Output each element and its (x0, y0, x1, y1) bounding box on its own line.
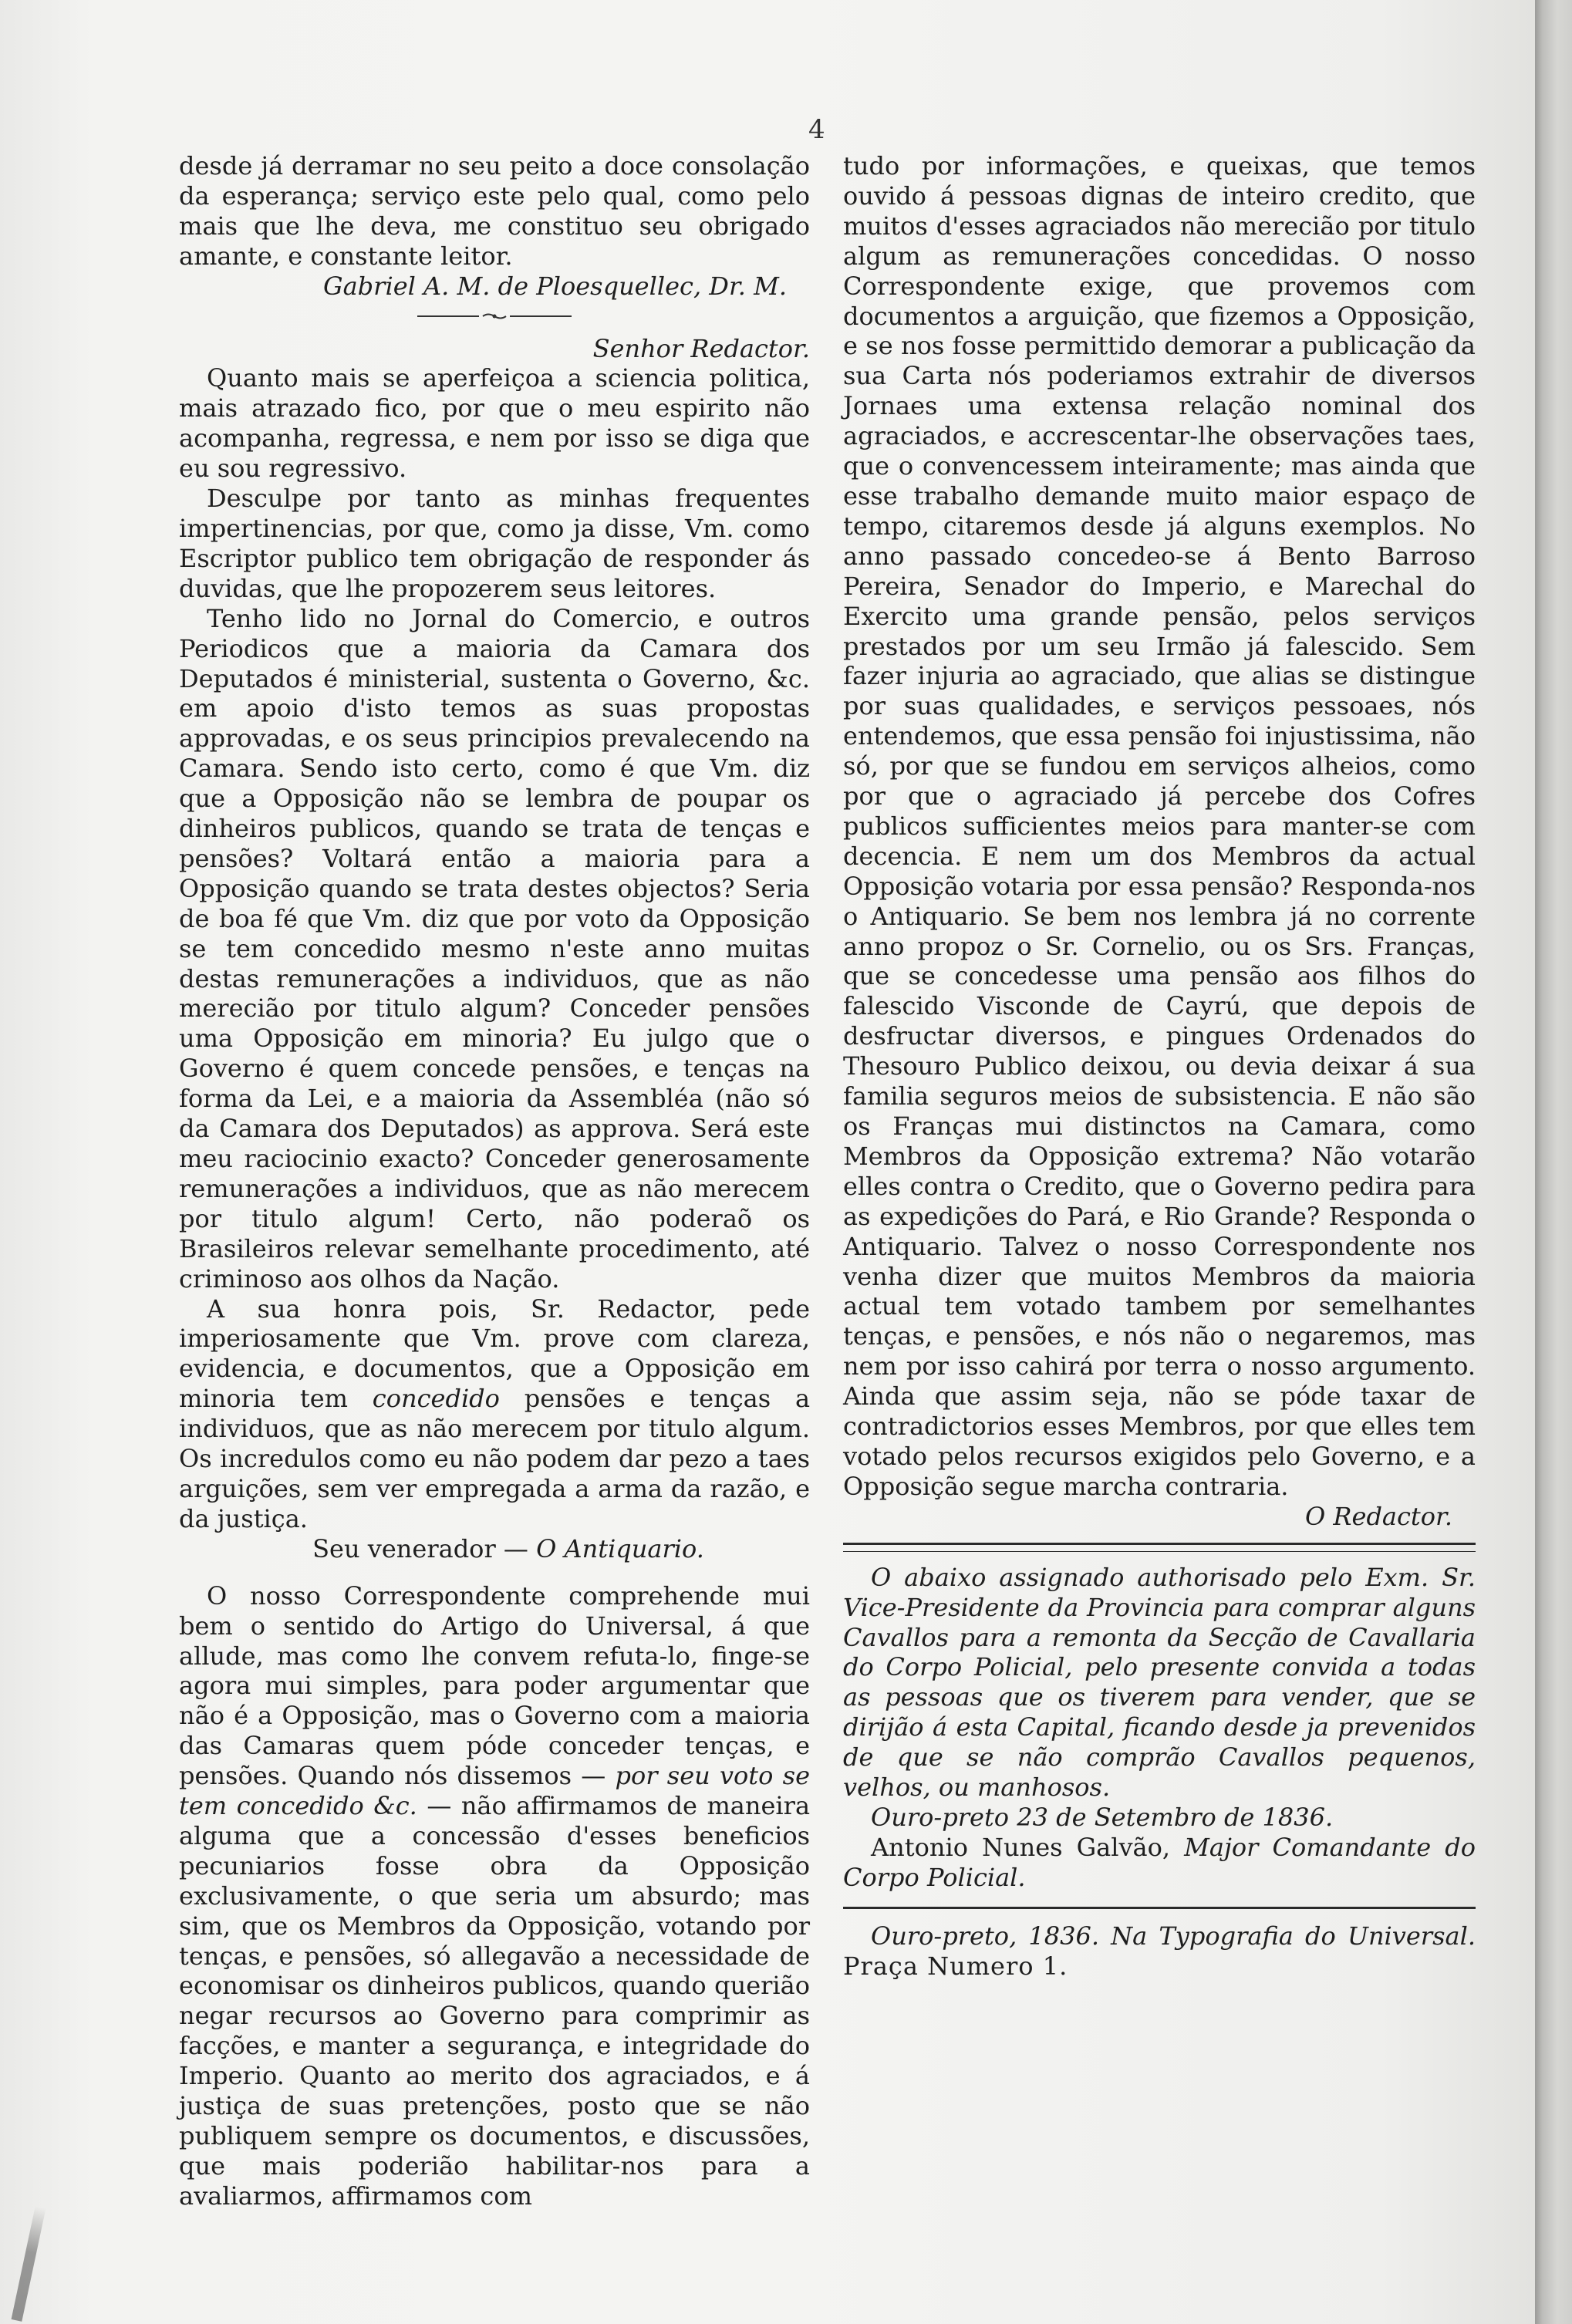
letter-paragraph-1: Quanto mais se aperfeiçoa a sciencia politica, mais atrazado fico, por que o meu espirito não acompanha, regressa, e nem por isso se diga que eu sou regressivo. (179, 363, 810, 484)
letter-p4-text-b: pensões e tenças a individuos, que as não merecem por titulo algum. Os incredulos como eu não podem dar pezo a taes arguições, sem ver empregada a arma da razão, e da justiça. (179, 1384, 811, 1533)
notice-signer-title: Major Comandante do Corpo Policial. (843, 1832, 1476, 1892)
reply-signature: O Redactor. (1305, 1501, 1452, 1531)
page-number: 4 (808, 114, 825, 145)
letter-signoff-name: O Antiquario. (536, 1533, 704, 1563)
colophon (843, 1921, 1476, 1982)
notice-date: Ouro-preto 23 de Setembro de 1836. (871, 1802, 1334, 1832)
margin-ink-mark (12, 2206, 46, 2322)
notice-signer-name: Antonio Nunes Galvão, (871, 1832, 1171, 1862)
footer-divider (843, 1907, 1476, 1909)
colophon-text: Ouro-preto, 1836. Na Typografia do Universal. (871, 1921, 1476, 1951)
section-divider (843, 1543, 1476, 1552)
intro-signature: Gabriel A. M. de Ploesquellec, Dr. M. (323, 271, 787, 301)
left-column (179, 151, 810, 2211)
page-edge-shadow (1535, 0, 1572, 2324)
letter-signoff (179, 1534, 810, 1564)
notice-signer (843, 1833, 1476, 1893)
reply-continued: tudo por informações, e queixas, que temos ouvido á pessoas dignas de inteiro credito, que muitos d'esses agraciados não merecião por titulo algum as remunerações concedidas. O nosso Correspondente exige, que provemos com documentos a arguição, que fizemos a Opposição, e se nos fosse permittido demorar a publicação da sua Carta nós poderiamos extrahir de diversos Jornaes uma extensa relação nominal dos agraciados, e accrescentar-lhe observações taes, que o convencessem inteiramente; mas ainda que esse trabalho demande muito maior espaço de tempo, citaremos desde já alguns exemplos. No anno passado concedeo-se á Bento Barroso Pereira, Senador do Imperio, e Marechal do Exercito uma grande pensão, pelos serviços prestados por um seu Irmão já falescido. Sem fazer injuria ao agraciado, que alias se distingue por suas qualidades, e serviços pessoaes, nós entendemos, que essa pensão foi injustissima, não só, por que se fundou em serviços alheios, como por que o agraciado já percebe dos Cofres publicos sufficientes meios para manter-se com decencia. E nem um dos Membros da actual Opposição votaria por essa pensão? Responda-nos o Antiquario. Se bem nos lembra já no corrente anno propoz o Sr. Cornelio, ou os Srs. Franças, que se concedesse uma pensão aos filhos do falescido Visconde de Cayrú, que depois de desfructar diversos, e pingues Ordenados do Thesouro Publico deixou, ou devia deixar á sua familia seguros meios de subsistencia. E não são os Franças mui distinctos na Camara, como Membros da Opposição extrema? Não votarão elles contra o Credito, que o Governo pedira para as expedições do Pará, e Rio Grande? Responda o Antiquario. Talvez o nosso Correspondente nos venha dizer que muitos Membros da maioria actual tem votado tambem por semelhantes tenças, e pensões, e nós não o negaremos, mas nem por isso cahirá por terra o nosso argumento. Ainda que assim seja, não se póde taxar de contradictorios esses Membros, por que elles tem votado pelos recursos exigidos pelo Governo, e a Opposição segue marcha contraria. (843, 151, 1476, 1501)
reply-text-a: O nosso Correspondente comprehende mui bem o sentido do Artigo do Universal, á que allude, mas como lhe convem refuta-lo, finge-se agora mui simples, para poder argumentar que não é a Opposição, mas o Governo com a maioria das Camaras quem póde conceder tenças, e pensões. Quando nós dissemos — (179, 1580, 810, 1791)
notice-block (843, 1563, 1476, 1893)
ornament-divider-icon (417, 312, 572, 320)
letter-paragraph-2: Desculpe por tanto as minhas frequentes impertinencias, por que, como ja disse, Vm. como Escriptor publico tem obrigação de responder ás duvidas, que lhe propozerem seus leitores. (179, 484, 810, 603)
colophon-address: Praça Numero 1. (843, 1951, 1068, 1981)
letter-paragraph-3: Tenho lido no Jornal do Comercio, e outros Periodicos que a maioria da Camara dos Deputados é ministerial, sustenta o Governo, &c. em apoio d'isto temos as suas propostas approvadas, e os seus principios prevalecendo na Camara. Sendo isto certo, como é que Vm. diz que a Opposição não se lembra de poupar os dinheiros publicos, quando se trata de tenças e pensões? Voltará então a maioria para a Opposição quando se trata destes objectos? Seria de boa fé que Vm. diz que por voto da Opposição se tem concedido mesmo n'este anno muitas destas remunerações a individuos, que as não merecião por titulo algum? Conceder pensões uma Opposição em minoria? Eu julgo que o Governo é quem concede pensões, e tenças na forma da Lei, e a maioria da Assembléa (não só da Camara dos Deputados) as approva. Será este meu raciocinio exacto? Conceder generosamente remunerações a individuos, que as não merecem por titulo algum! Certo, não poderaõ os Brasileiros relevar semelhante procedimento, até criminoso aos olhos da Nação. (179, 603, 810, 1294)
reply-text-b: — não affirmamos de maneira alguma que a concessão d'esses beneficios pecuniarios fosse obra da Opposição exclusivamente, o que seria um absurdo; mas sim, que os Membros da Opposição, votando por tenças, e pensões, só allegavão a necessidade de economisar os dinheiros publicos, quando querião negar recursos ao Governo para comprimir as facções, e manter a segurança, e integridade do Imperio. Quanto ao merito dos agraciados, e á justiça de suas pretenções, posto que se não publiquem sempre os documentos, e discussões, que mais poderião habilitar-nos para a avaliarmos, affirmamos com (179, 1791, 811, 2211)
letter-p4-italic: concedido (372, 1384, 500, 1414)
letter-paragraph-4 (179, 1294, 810, 1534)
right-column (843, 151, 1476, 1981)
reply-paragraph (179, 1581, 810, 2211)
letter-signoff-text: Seu venerador — (312, 1533, 528, 1563)
reply-quote: por seu voto se tem concedido &c. (179, 1761, 811, 1821)
notice-text: O abaixo assignado authorisado pelo Exm. Sr. Vice-Presidente da Provincia para comprar alguns Cavallos para a remonta da Secção de Cavallaria do Corpo Policial, pelo presente convida a todas as pessoas que os tiverem para vender, que se dirijão á esta Capital, ficando desde ja prevenidos de que se não comprão Cavallos pequenos, velhos, ou manhosos. (843, 1562, 1476, 1803)
letter-salutation: Senhor Redactor. (592, 333, 810, 363)
intro-paragraph: desde já derramar no seu peito a doce consolação da esperança; serviço este pelo qual, como pelo mais que lhe deva, me constituo seu obrigado amante, e constante leitor. (179, 151, 810, 271)
letter-p4-text-a: A sua honra pois, Sr. Redactor, pede imperiosamente que Vm. prove com clareza, evidencia, e documentos, que a Opposição em minoria tem (179, 1294, 810, 1414)
